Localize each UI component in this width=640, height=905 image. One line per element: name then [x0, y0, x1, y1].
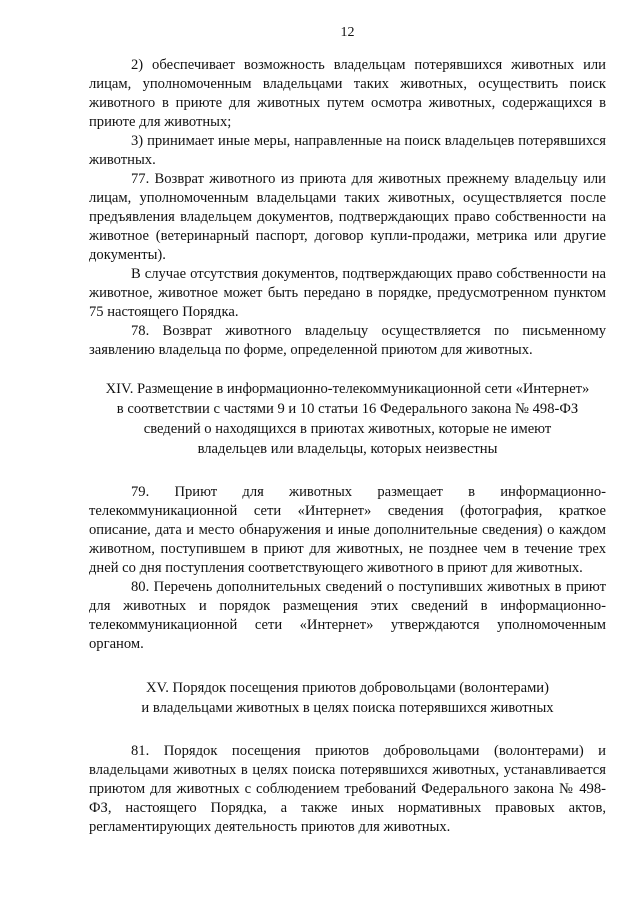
paragraph-76-2: 2) обеспечивает возможность владельцам потерявшихся животных или лицам, уполномоченным владельцами таких животных, осуществить поиск животного в приюте для животных путем осмотра животных, содержащихся в приюте для животных;	[89, 57, 606, 130]
spacer	[89, 718, 606, 742]
paragraph-80: 80. Перечень дополнительных сведений о поступивших животных в приют для животных и порядок размещения этих сведений в информационно-телекоммуникационной сети «Интернет» утверждаются уполномоченным органом.	[89, 579, 606, 652]
spacer	[89, 360, 606, 379]
paragraph-79: 79. Приют для животных размещает в информационно-телекоммуникационной сети «Интернет» сведения (фотография, краткое описание, дата и место обнаружения и иные дополнительные сведения) о каждом животном, поступившем в приют для животных, не позднее чем в течение трех дней со дня поступления соответствующего животного в приют для животных.	[89, 484, 606, 576]
paragraph-77: 77. Возврат животного из приюта для животных прежнему владельцу или лицам, уполномоченным владельцами таких животных, осуществляется после предъявления владельцем документов, подтверждающих право собственности на животное (ветеринарный паспорт, договор купли-продажи, метрика или другие документы).	[89, 171, 606, 263]
paragraph-81: 81. Порядок посещения приютов добровольцами (волонтерами) и владельцами животных в целях поиска потерявшихся животных, устанавливается приютом для животных с соблюдением требований Федерального закона № 498-ФЗ, настоящего Порядка, а также иных нормативных правовых актов, регламентирующих деятельность приютов для животных.	[89, 743, 606, 835]
document-page	[89, 24, 606, 837]
section-xv-line: XV. Порядок посещения приютов добровольцами (волонтерами)	[146, 680, 549, 696]
section-xiv-line: сведений о находящихся в приютах животных, которые не имеют	[143, 421, 552, 437]
section-xiv-line: в соответствии с частями 9 и 10 статьи 16 Федерального закона № 498-ФЗ	[116, 401, 579, 417]
paragraph-78: 78. Возврат животного владельцу осуществляется по письменному заявлению владельца по форме, определенной приютом для животных.	[89, 323, 606, 358]
section-xiv-line: XIV. Размещение в информационно-телекоммуникационной сети «Интернет»	[105, 381, 590, 397]
spacer	[89, 459, 606, 483]
section-xiv-heading	[89, 379, 606, 459]
paragraph-76-3: 3) принимает иные меры, направленные на поиск владельцев потерявшихся животных.	[89, 133, 606, 168]
page-number: 12	[340, 25, 355, 40]
section-xiv-line: владельцев или владельцы, которых неизвестны	[197, 441, 498, 457]
section-xv-heading	[89, 678, 606, 718]
paragraph-77-no-documents: В случае отсутствия документов, подтверждающих право собственности на животное, животное может быть передано в порядке, предусмотренном пунктом 75 настоящего Порядка.	[89, 266, 606, 320]
spacer	[89, 654, 606, 678]
section-xv-line: и владельцами животных в целях поиска потерявшихся животных	[141, 700, 554, 716]
